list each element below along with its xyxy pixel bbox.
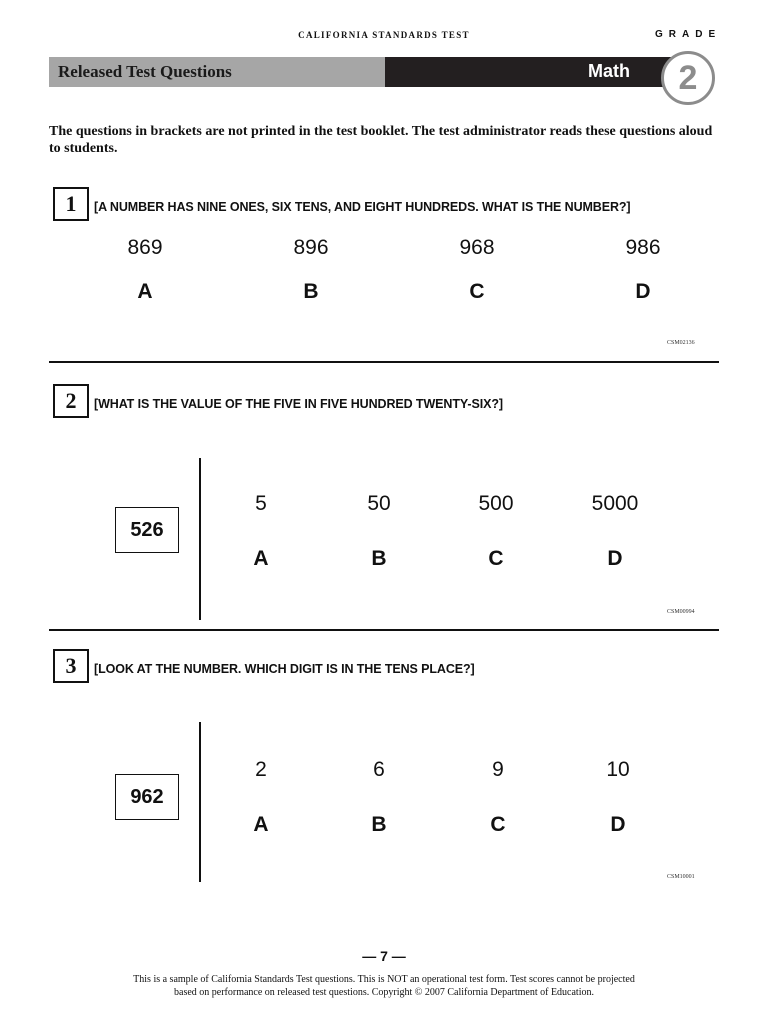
- option-value: 9: [492, 758, 504, 781]
- instructions: The questions in brackets are not printed in the test booklet. The test administrator reads these questions aloud to students.: [49, 124, 713, 156]
- page-number: — 7 —: [362, 948, 406, 964]
- option-d[interactable]: D: [610, 813, 626, 836]
- option-value: 968: [459, 236, 495, 259]
- option-c[interactable]: C: [490, 813, 506, 836]
- option-value: 5000: [591, 492, 639, 515]
- divider: [49, 361, 719, 363]
- option-value: 10: [606, 758, 630, 781]
- option-a[interactable]: A: [253, 547, 269, 570]
- footer-line-2: based on performance on released test questions. Copyright © 2007 California Department of Education.: [174, 987, 594, 998]
- question-number: 3: [53, 649, 89, 683]
- option-value: 500: [478, 492, 514, 515]
- option-value: 2: [255, 758, 267, 781]
- question-text: [WHAT IS THE VALUE OF THE FIVE IN FIVE HUNDRED TWENTY-SIX?]: [94, 397, 503, 411]
- item-code: CSM00994: [667, 609, 695, 615]
- header-bar-right: [385, 57, 675, 87]
- option-d[interactable]: D: [635, 280, 651, 303]
- option-c[interactable]: C: [488, 547, 504, 570]
- question-number: 2: [53, 384, 89, 418]
- option-b[interactable]: B: [303, 280, 319, 303]
- vertical-divider: [199, 722, 201, 882]
- item-code: CSM02136: [667, 340, 695, 346]
- question-text: [A NUMBER HAS NINE ONES, SIX TENS, AND EIGHT HUNDREDS. WHAT IS THE NUMBER?]: [94, 200, 631, 214]
- stimulus-number-box: 526: [115, 507, 179, 553]
- option-b[interactable]: B: [371, 547, 387, 570]
- item-code: CSM10001: [667, 874, 695, 880]
- option-value: 6: [373, 758, 385, 781]
- vertical-divider: [199, 458, 201, 620]
- option-value: 50: [367, 492, 391, 515]
- option-b[interactable]: B: [371, 813, 387, 836]
- test-name: CALIFORNIA STANDARDS TEST: [298, 30, 470, 40]
- option-a[interactable]: A: [253, 813, 269, 836]
- subject-label: Math: [588, 61, 630, 81]
- stimulus-number-box: 962: [115, 774, 179, 820]
- option-value: 986: [625, 236, 661, 259]
- option-a[interactable]: A: [137, 280, 153, 303]
- option-value: 5: [255, 492, 267, 515]
- option-value: 896: [293, 236, 329, 259]
- option-c[interactable]: C: [469, 280, 485, 303]
- footer-disclaimer: [84, 973, 684, 999]
- question-number: 1: [53, 187, 89, 221]
- grade-label: GRADE: [655, 29, 722, 40]
- divider: [49, 629, 719, 631]
- question-text: [LOOK AT THE NUMBER. WHICH DIGIT IS IN THE TENS PLACE?]: [94, 662, 475, 676]
- section-title: Released Test Questions: [58, 62, 232, 81]
- option-value: 869: [127, 236, 163, 259]
- footer-line-1: This is a sample of California Standards Test questions. This is NOT an operational test form. Test scores cannot be projected: [133, 974, 635, 985]
- option-d[interactable]: D: [607, 547, 623, 570]
- grade-badge: 2: [661, 51, 715, 105]
